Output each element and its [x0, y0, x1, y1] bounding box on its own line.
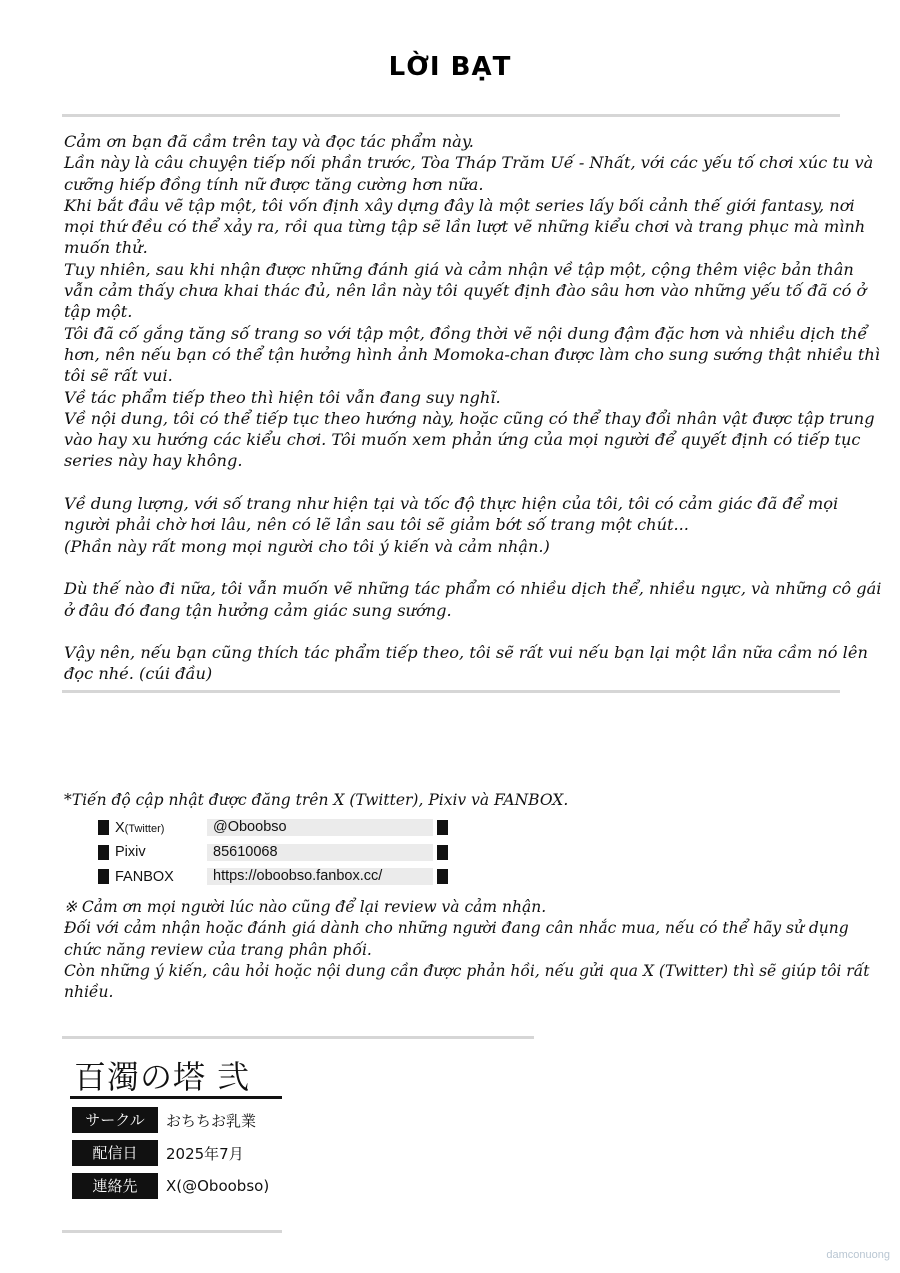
link-sublabel: (Twitter): [124, 822, 165, 835]
paragraph-spacer: [64, 472, 884, 493]
watermark: damconuong: [826, 1249, 890, 1261]
link-value: @Oboobso: [207, 819, 433, 836]
title-divider: [62, 114, 840, 117]
colophon-label: 連絡先: [72, 1173, 158, 1199]
paragraph-spacer: [64, 621, 884, 642]
paragraph: Tôi đã cố gắng tăng số trang so với tập một, đồng thời vẽ nội dung đậm đặc hơn và nhiều dịch thể hơn, nên nếu bạn có thể tận hưởng hình ảnh Momoka-chan được làm cho sung sướng thật nhiều thì tôi sẽ rất vui.: [64, 323, 886, 386]
link-row-fanbox: [98, 867, 448, 886]
colophon-value: 2025年7月: [166, 1144, 244, 1163]
colophon-title: 百濁の塔 弐: [74, 1058, 251, 1096]
link-row-x: [98, 818, 448, 837]
page-title: LỜI BẠT: [388, 52, 512, 82]
bullet-square-icon: [98, 845, 109, 860]
bullet-square-icon: [437, 845, 448, 860]
link-label: FANBOX: [115, 868, 174, 885]
info-heading: *Tiến độ cập nhật được đăng trên X (Twitter), Pixiv và FANBOX.: [64, 791, 569, 809]
colophon-label: サークル: [72, 1107, 158, 1133]
link-value: https://oboobso.fanbox.cc/: [207, 868, 433, 885]
paragraph: Dù thế nào đi nữa, tôi vẫn muốn vẽ những tác phẩm có nhiều dịch thể, nhiều ngực, và những cô gái ở đâu đó đang tận hưởng cảm giác sung sướng.: [64, 579, 887, 620]
note-line: Đối với cảm nhận hoặc đánh giá dành cho những người đang cân nhắc mua, nếu có thể hãy sử dụng chức năng review của trang phân phối.: [64, 919, 849, 959]
link-label: X: [115, 819, 125, 836]
paragraph: Về nội dung, tôi có thể tiếp tục theo hướng này, hoặc cũng có thể thay đổi nhân vật được tập trung vào hay xu hướng các kiểu chơi. Tôi muốn xem phản ứng của mọi người để quyết định có tiếp tục series này hay không.: [64, 408, 880, 471]
link-value: 85610068: [207, 844, 433, 861]
colophon-label: 配信日: [72, 1140, 158, 1166]
paragraph: Lần này là câu chuyện tiếp nối phần trước, Tòa Tháp Trăm Uế - Nhất, với các yếu tố chơi xúc tu và cưỡng hiếp đồng tính nữ được tăng cường hơn nữa.: [64, 153, 879, 194]
paragraph: Vậy nên, nếu bạn cũng thích tác phẩm tiếp theo, tôi sẽ rất vui nếu bạn lại một lần nữa cầm nó lên đọc nhé. (cúi đầu): [64, 643, 874, 684]
paragraph: (Phần này rất mong mọi người cho tôi ý kiến và cảm nhận.): [64, 536, 550, 556]
bullet-square-icon: [437, 869, 448, 884]
paragraph: Cảm ơn bạn đã cầm trên tay và đọc tác phẩm này.: [64, 132, 474, 151]
paragraph: Về dung lượng, với số trang như hiện tại và tốc độ thực hiện của tôi, tôi có cảm giác đã để mọi người phải chờ hơi lâu, nên có lẽ lần sau tôi sẽ giảm bớt số trang một chút...: [64, 494, 844, 535]
social-links: [98, 818, 448, 892]
colophon-title-underline: [70, 1096, 282, 1099]
paragraph: Về tác phẩm tiếp theo thì hiện tôi vẫn đang suy nghĩ.: [64, 387, 501, 407]
afterword-body: [64, 131, 887, 685]
bullet-square-icon: [437, 820, 448, 835]
colophon-divider: [62, 1036, 534, 1039]
link-row-pixiv: [98, 843, 448, 862]
colophon-value: X(@Oboobso): [166, 1177, 270, 1195]
colophon-row-circle: [72, 1107, 256, 1133]
paragraph-spacer: [64, 557, 884, 578]
colophon-bottom-divider: [62, 1230, 282, 1233]
paragraph: Tuy nhiên, sau khi nhận được những đánh giá và cảm nhận về tập một, cộng thêm việc bản thân vẫn cảm thấy chưa khai thác đủ, nên lần này tôi quyết định đào sâu hơn vào những yếu tố đã có ở tập một.: [64, 259, 872, 322]
note-line: ※ Cảm ơn mọi người lúc nào cũng để lại review và cảm nhận.: [64, 898, 547, 916]
note-line: Còn những ý kiến, câu hỏi hoặc nội dung cần được phản hồi, nếu gửi qua X (Twitter) thì sẽ giúp tôi rất nhiều.: [64, 961, 870, 1002]
colophon-value: おちちお乳業: [166, 1111, 257, 1130]
colophon-row-release: [72, 1140, 244, 1166]
bullet-square-icon: [98, 869, 109, 884]
colophon-row-contact: [72, 1173, 269, 1199]
notes: [64, 897, 884, 1003]
body-divider: [62, 690, 840, 693]
bullet-square-icon: [98, 820, 109, 835]
paragraph: Khi bắt đầu vẽ tập một, tôi vốn định xây dựng đây là một series lấy bối cảnh thế giới fantasy, nơi mọi thứ đều có thể xảy ra, rồi qua từng tập sẽ lần lượt vẽ những kiểu chơi và trang phục mà mình muốn thử.: [64, 195, 871, 258]
link-label: Pixiv: [115, 844, 146, 860]
